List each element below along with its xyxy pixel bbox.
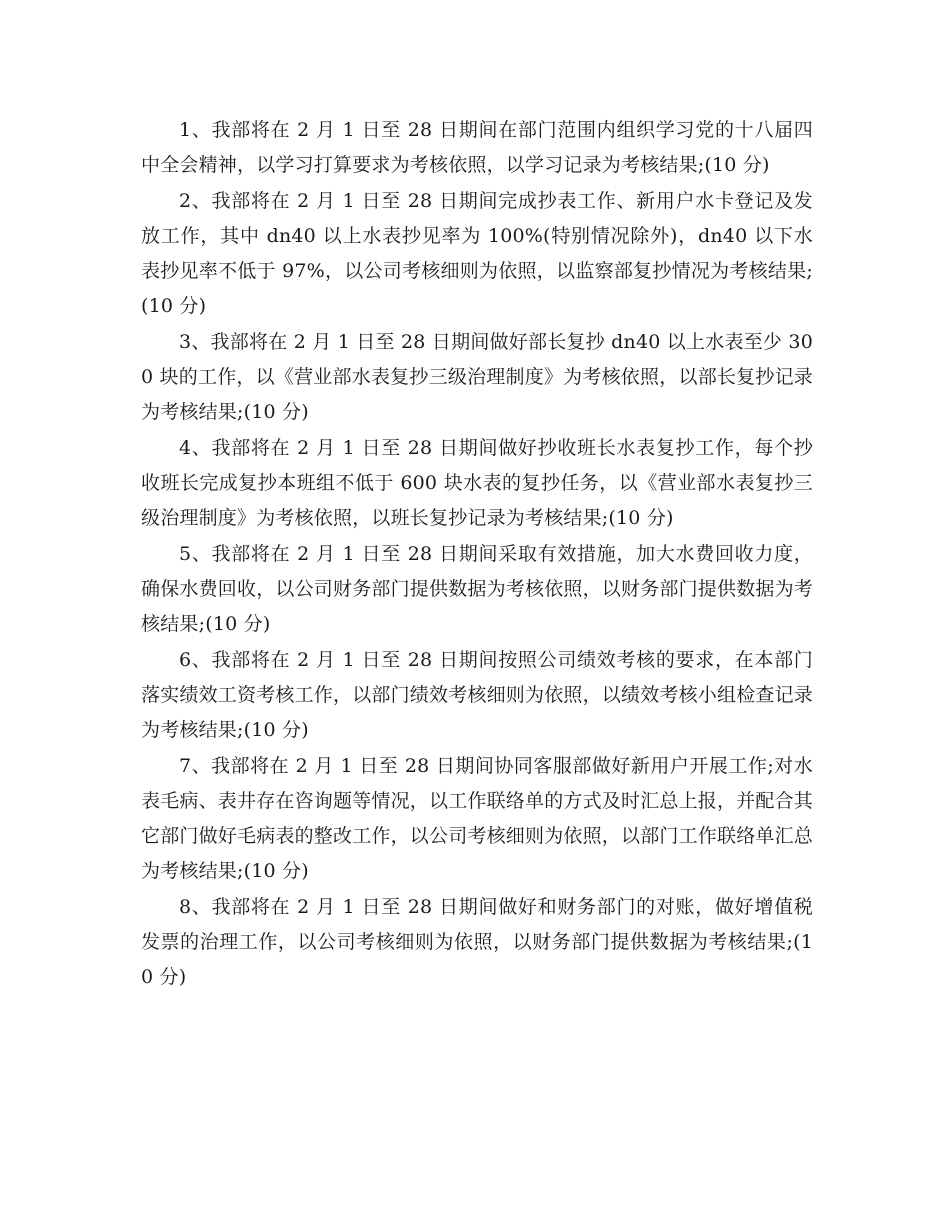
paragraph-item-4: 4、我部将在 2 月 1 日至 28 日期间做好抄收班长水表复抄工作，每个抄收班长完成复抄本班组不低于 600 块水表的复抄任务，以《营业部水表复抄三级治理制度》为考核依照，以班长复抄记录为考核结果;(10 分)	[141, 437, 813, 529]
paragraph-item-2: 2、我部将在 2 月 1 日至 28 日期间完成抄表工作、新用户水卡登记及发放工作，其中 dn40 以上水表抄见率为 100%(特别情况除外)，dn40 以下水表抄见率不低于 97%，以公司考核细则为依照，以监察部复抄情况为考核结果;(10 分)	[141, 190, 813, 317]
paragraph-item-3: 3、我部将在 2 月 1 日至 28 日期间做好部长复抄 dn40 以上水表至少 300 块的工作，以《营业部水表复抄三级治理制度》为考核依照，以部长复抄记录为考核结果;(10 分)	[141, 331, 813, 423]
paragraph-item-7: 7、我部将在 2 月 1 日至 28 日期间协同客服部做好新用户开展工作;对水表毛病、表井存在咨询题等情况，以工作联络单的方式及时汇总上报，并配合其它部门做好毛病表的整改工作，以公司考核细则为依照，以部门工作联络单汇总为考核结果;(10 分)	[141, 755, 814, 882]
document-body	[141, 113, 813, 996]
paragraph-item-5: 5、我部将在 2 月 1 日至 28 日期间采取有效措施，加大水费回收力度，确保水费回收，以公司财务部门提供数据为考核依照，以财务部门提供数据为考核结果;(10 分)	[141, 543, 814, 635]
paragraph-item-8: 8、我部将在 2 月 1 日至 28 日期间做好和财务部门的对账，做好增值税发票的治理工作，以公司考核细则为依照，以财务部门提供数据为考核结果;(10 分)	[141, 896, 813, 988]
paragraph-item-1: 1、我部将在 2 月 1 日至 28 日期间在部门范围内组织学习党的十八届四中全会精神，以学习打算要求为考核依照，以学习记录为考核结果;(10 分)	[141, 119, 813, 176]
paragraph-item-6: 6、我部将在 2 月 1 日至 28 日期间按照公司绩效考核的要求，在本部门落实绩效工资考核工作，以部门绩效考核细则为依照，以绩效考核小组检查记录为考核结果;(10 分)	[141, 649, 814, 741]
